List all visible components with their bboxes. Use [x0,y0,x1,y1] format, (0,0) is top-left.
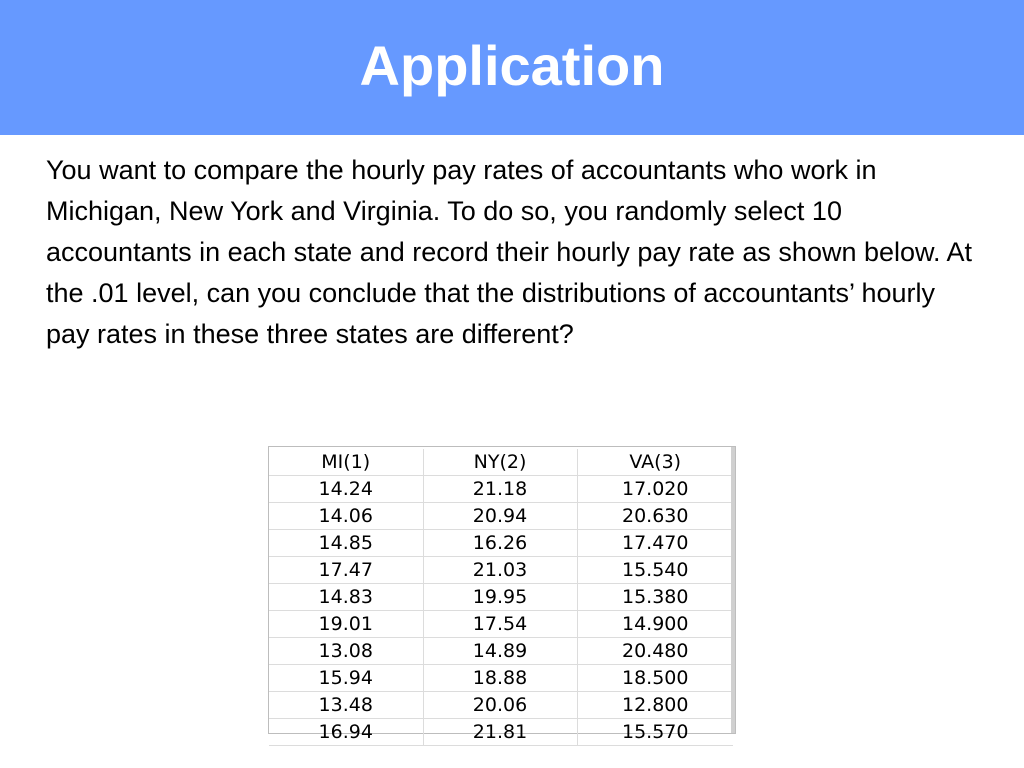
cell-ny: 14.89 [423,638,577,665]
table-row [269,530,733,557]
cell-ny: 21.18 [423,476,577,503]
cell-va: 14.900 [577,611,733,638]
pay-rate-table [269,449,733,746]
cell-mi: 15.94 [269,665,423,692]
cell-va: 15.570 [577,719,733,746]
cell-ny: 21.03 [423,557,577,584]
cell-va: 12.800 [577,692,733,719]
cell-ny: 18.88 [423,665,577,692]
cell-va: 15.380 [577,584,733,611]
cell-mi: 14.06 [269,503,423,530]
cell-mi: 13.08 [269,638,423,665]
cell-va: 20.480 [577,638,733,665]
header-va: VA(3) [577,449,733,476]
cell-ny: 21.81 [423,719,577,746]
pay-rate-table-container [268,446,736,743]
cell-va: 20.630 [577,503,733,530]
table-row [269,692,733,719]
title-bar [0,0,1024,135]
table-row [269,719,733,746]
table-row [269,638,733,665]
table-row [269,476,733,503]
table-row [269,503,733,530]
cell-ny: 20.06 [423,692,577,719]
cell-va: 17.020 [577,476,733,503]
table-row [269,665,733,692]
table-row [269,611,733,638]
cell-mi: 17.47 [269,557,423,584]
cell-ny: 17.54 [423,611,577,638]
cell-va: 17.470 [577,530,733,557]
cell-ny: 20.94 [423,503,577,530]
cell-mi: 16.94 [269,719,423,746]
cell-ny: 19.95 [423,584,577,611]
table-row [269,557,733,584]
header-mi: MI(1) [269,449,423,476]
cell-va: 15.540 [577,557,733,584]
table-header-row [269,449,733,476]
cell-mi: 13.48 [269,692,423,719]
cell-mi: 14.24 [269,476,423,503]
slide-title: Application [359,34,665,97]
cell-mi: 14.85 [269,530,423,557]
cell-ny: 16.26 [423,530,577,557]
cell-mi: 14.83 [269,584,423,611]
header-ny: NY(2) [423,449,577,476]
table-row [269,584,733,611]
cell-mi: 19.01 [269,611,423,638]
cell-va: 18.500 [577,665,733,692]
problem-statement: You want to compare the hourly pay rates of accountants who work in Michigan, New York and Virginia. To do so, you randomly select 10 accountants in each state and record their hourly pay rate as shown below. At the .01 level, can you conclude that the distributions of accountants’ hourly pay rates in these three states are different? [46,155,973,349]
